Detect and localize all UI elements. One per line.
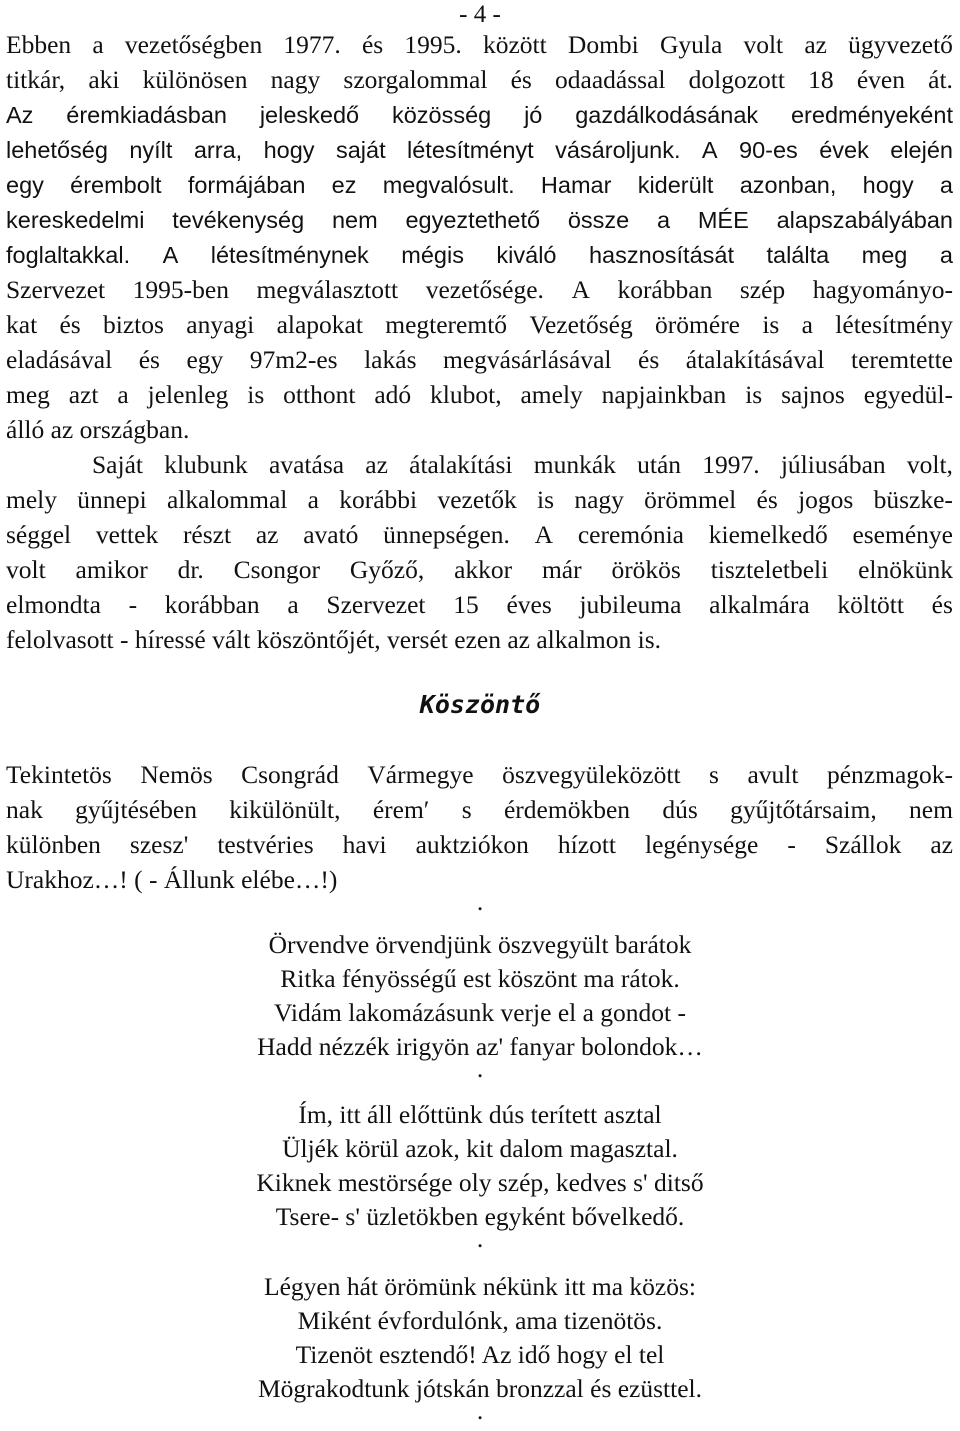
intro-line: Urakhoz…! ( - Állunk elébe…!)	[6, 865, 338, 894]
separator-dot: .	[476, 887, 484, 916]
verse-line: Miként évfordulónk, ama tizenötös.	[297, 1306, 663, 1335]
body-line: titkár, aki különösen nagy szorgalommal és odaadással dolgozott 18 éven át.	[6, 65, 953, 94]
verse-line: Ritka fényösségű est köszönt ma rátok.	[280, 964, 680, 993]
body-line: mely ünnepi alkalommal a korábbi vezetők is nagy örömmel és jogos büszke-	[6, 485, 953, 514]
body-line: felolvasott - híressé vált köszöntőjét, versét ezen az alkalmon is.	[6, 625, 661, 654]
verse-line: Vidám lakomázásunk verje el a gondot -	[274, 998, 686, 1027]
page-number: - 4 -	[459, 1, 501, 28]
verse-line: Mögrakodtunk jótskán bronzzal és ezüsttel.	[257, 1374, 702, 1403]
verse-line: Örvendve örvendjünk öszvegyült barátok	[268, 930, 692, 959]
intro-line: Tekintetös Nemös Csongrád Vármegye öszvegyüleközött s avult pénzmagok-	[6, 760, 953, 789]
intro-line: nak gyűjtésében kikülönült, érem′ s érdemökben dús gyűjtőtársaim, nem	[6, 795, 953, 824]
verse-line: Tsere- s' üzletökben egyként bővelkedő.	[275, 1202, 685, 1231]
body-line: meg azt a jelenleg is otthont adó klubot, amely napjainkban is sajnos egyedül-	[6, 380, 953, 409]
body-line: álló az országban.	[6, 415, 190, 444]
poem-title: Köszöntő	[419, 690, 541, 719]
body-line: kat és biztos anyagi alapokat megteremtő Vezetőség örömére is a létesítmény	[6, 310, 953, 339]
verse-line: Üljék körül azok, kit dalom magasztal.	[282, 1134, 678, 1163]
verse-line: Légyen hát örömünk nékünk itt ma közös:	[264, 1272, 696, 1301]
verse-line: Tizenöt esztendő! Az idő hogy el tel	[295, 1340, 665, 1369]
separator-dot: .	[476, 1396, 484, 1425]
body-line: kereskedelmi tevékenység nem egyeztethető össze a MÉE alapszabályában	[6, 207, 953, 233]
body-line: Szervezet 1995-ben megválasztott vezetősége. A korábban szép hagyományo-	[6, 275, 953, 304]
verse-line: Hadd nézzék irigyön az' fanyar bolondok…	[257, 1032, 703, 1061]
body-line: lehetőség nyílt arra, hogy saját létesítményt vásároljunk. A 90-es évek elején	[6, 137, 953, 163]
verse-line: Kiknek mestörsége oly szép, kedves s' ditső	[256, 1168, 704, 1197]
body-line-indented: Saját klubunk avatása az átalakítási munkák után 1997. júliusában volt,	[92, 450, 953, 479]
separator-dot: .	[476, 1224, 484, 1253]
body-line: séggel vettek részt az avató ünnepségen. A ceremónia kiemelkedő eseménye	[6, 520, 953, 549]
body-line: eladásával és egy 97m2-es lakás megvásárlásával és átalakításával teremtette	[6, 345, 953, 374]
intro-line: különben szesz' testvéries havi auktziókon hízott legénysége - Szállok az	[6, 830, 953, 859]
body-line: Az éremkiadásban jeleskedő közösség jó gazdálkodásának eredményeként	[6, 102, 953, 128]
body-line: foglaltakkal. A létesítménynek mégis kiváló hasznosítását találta meg a	[6, 242, 953, 268]
body-line: Ebben a vezetőségben 1977. és 1995. között Dombi Gyula volt az ügyvezető	[6, 30, 953, 59]
body-line: egy érembolt formájában ez megvalósult. Hamar kiderült azonban, hogy a	[6, 172, 953, 198]
body-line: elmondta - korábban a Szervezet 15 éves jubileuma alkalmára költött és	[6, 590, 953, 619]
body-line: volt amikor dr. Csongor Győző, akkor már örökös tiszteletbeli elnökünk	[6, 555, 953, 584]
separator-dot: .	[476, 1054, 484, 1083]
verse-line: Ím, itt áll előttünk dús terített asztal	[298, 1100, 662, 1129]
